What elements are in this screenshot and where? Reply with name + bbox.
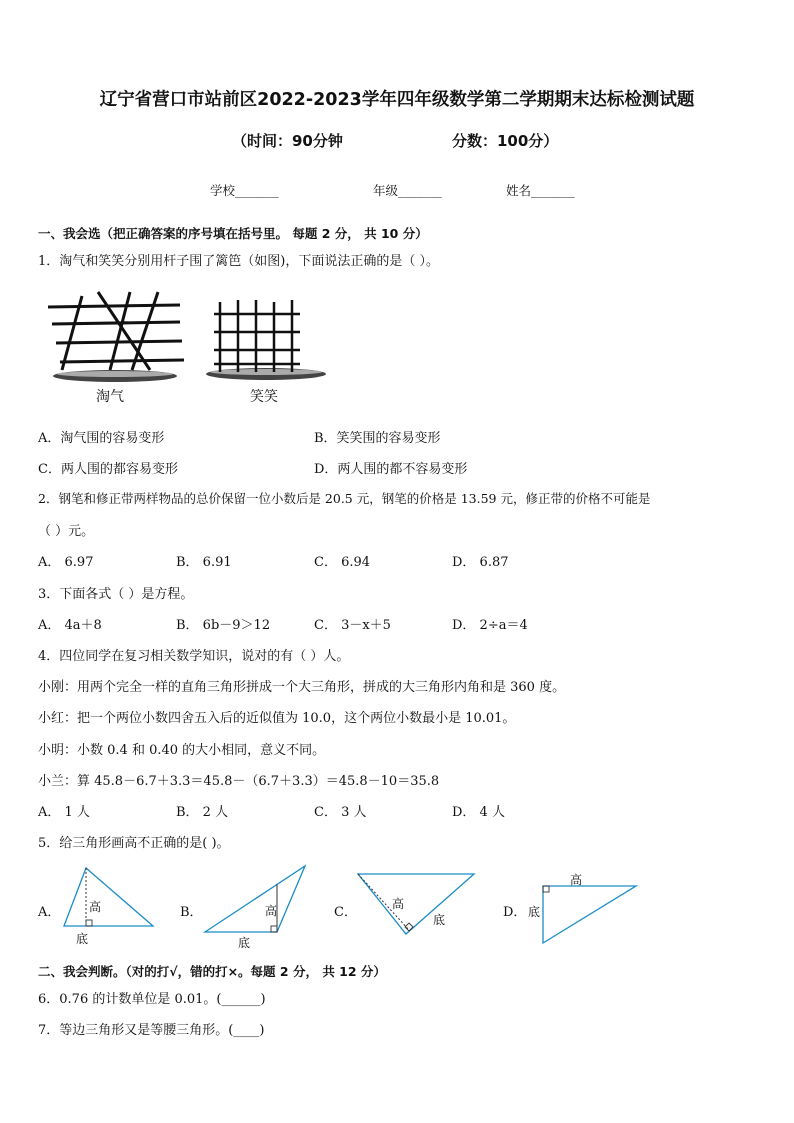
question-5-stem: 5．给三角形画高不正确的是( )。 xyxy=(38,836,230,851)
question-3-stem: 3．下面各式（ ）是方程。 xyxy=(38,587,194,602)
q5-b-height-label: 高 xyxy=(265,904,278,918)
q5-c-base-label: 底 xyxy=(433,913,446,927)
name-field[interactable]: 姓名_______ xyxy=(506,183,575,198)
school-field[interactable]: 学校_______ xyxy=(210,183,279,198)
q4-statement-xiaolan: 小兰：算 45.8－6.7＋3.3＝45.8－（6.7＋3.3）＝45.8－10＝35.8 xyxy=(38,774,440,789)
q4-option-d[interactable]: D． 4 人 xyxy=(452,805,505,820)
section-2-heading: 二、我会判断。（对的打√，错的打×。每题 2 分， 共 12 分） xyxy=(38,964,386,979)
fence-label-xiaoxiao: 笑笑 xyxy=(250,389,278,405)
fence-label-taoqi: 淘气 xyxy=(96,389,124,405)
question-2-stem-line2: （ ）元。 xyxy=(38,524,95,539)
q3-option-c[interactable]: C． 3－x＋5 xyxy=(314,618,391,633)
q5-option-d[interactable]: D． xyxy=(503,905,527,920)
q5-b-base-label: 底 xyxy=(238,936,251,950)
q2-option-c[interactable]: C． 6.94 xyxy=(314,555,371,570)
question-7[interactable]: 7．等边三角形又是等腰三角形。(____) xyxy=(38,1023,265,1038)
question-6[interactable]: 6．0.76 的计数单位是 0.01。(______) xyxy=(38,992,266,1007)
q2-option-d[interactable]: D． 6.87 xyxy=(452,555,509,570)
triangle-a xyxy=(62,866,157,931)
triangle-c xyxy=(358,872,476,938)
fence-figure-xiaoxiao xyxy=(198,290,333,390)
q5-option-a[interactable]: A． xyxy=(38,905,61,920)
fence-figure-taoqi xyxy=(40,290,190,390)
q1-option-a[interactable]: A．淘气围的容易变形 xyxy=(38,431,165,446)
q5-d-height-label: 高 xyxy=(570,873,583,887)
q3-option-b[interactable]: B． 6b－9＞12 xyxy=(176,618,271,633)
q4-option-a[interactable]: A． 1 人 xyxy=(38,805,90,820)
q3-option-d[interactable]: D． 2÷a＝4 xyxy=(452,618,528,633)
section-1-heading: 一、我会选（把正确答案的序号填在括号里。 每题 2 分， 共 10 分） xyxy=(38,226,428,241)
q4-statement-xiaohong: 小红：把一个两位小数四舍五入后的近似值为 10.0，这个两位小数最小是 10.01。 xyxy=(38,711,516,726)
q2-option-b[interactable]: B． 6.91 xyxy=(176,555,232,570)
q5-option-c[interactable]: C． xyxy=(334,905,357,920)
q2-option-a[interactable]: A． 6.97 xyxy=(38,555,94,570)
q4-statement-xiaogang: 小刚：用两个完全一样的直角三角形拼成一个大三角形，拼成的大三角形内角和是 360 度。 xyxy=(38,680,566,695)
triangle-d xyxy=(541,884,639,946)
q5-a-base-label: 底 xyxy=(76,932,89,946)
q5-option-b[interactable]: B． xyxy=(180,905,203,920)
triangle-b xyxy=(205,864,310,934)
q4-option-b[interactable]: B． 2 人 xyxy=(176,805,229,820)
exam-time: （时间：90分钟 xyxy=(232,132,343,150)
q1-option-c[interactable]: C．两人围的都容易变形 xyxy=(38,462,178,477)
q1-option-d[interactable]: D．两人围的都不容易变形 xyxy=(314,462,468,477)
q5-c-height-label: 高 xyxy=(392,897,405,911)
q4-statement-xiaoming: 小明：小数 0.4 和 0.40 的大小相同，意义不同。 xyxy=(38,743,326,758)
q1-option-b[interactable]: B．笑笑围的容易变形 xyxy=(314,431,441,446)
q3-option-a[interactable]: A． 4a＋8 xyxy=(38,618,102,633)
q5-a-height-label: 高 xyxy=(89,900,102,914)
grade-field[interactable]: 年级_______ xyxy=(373,183,442,198)
page-title: 辽宁省营口市站前区2022-2023学年四年级数学第二学期期末达标检测试题 xyxy=(99,90,695,110)
q4-option-c[interactable]: C． 3 人 xyxy=(314,805,367,820)
question-2-stem-line1: 2．钢笔和修正带两样物品的总价保留一位小数后是 20.5 元，钢笔的价格是 13.59 元，修正带的价格不可能是 xyxy=(38,491,651,506)
q5-d-base-label: 底 xyxy=(528,905,541,919)
question-4-stem: 4．四位同学在复习相关数学知识，说对的有（ ）人。 xyxy=(38,649,350,664)
exam-score: 分数：100分） xyxy=(452,132,559,150)
question-1-stem: 1．淘气和笑笑分别用杆子围了篱笆（如图)，下面说法正确的是（ ）。 xyxy=(38,254,439,269)
